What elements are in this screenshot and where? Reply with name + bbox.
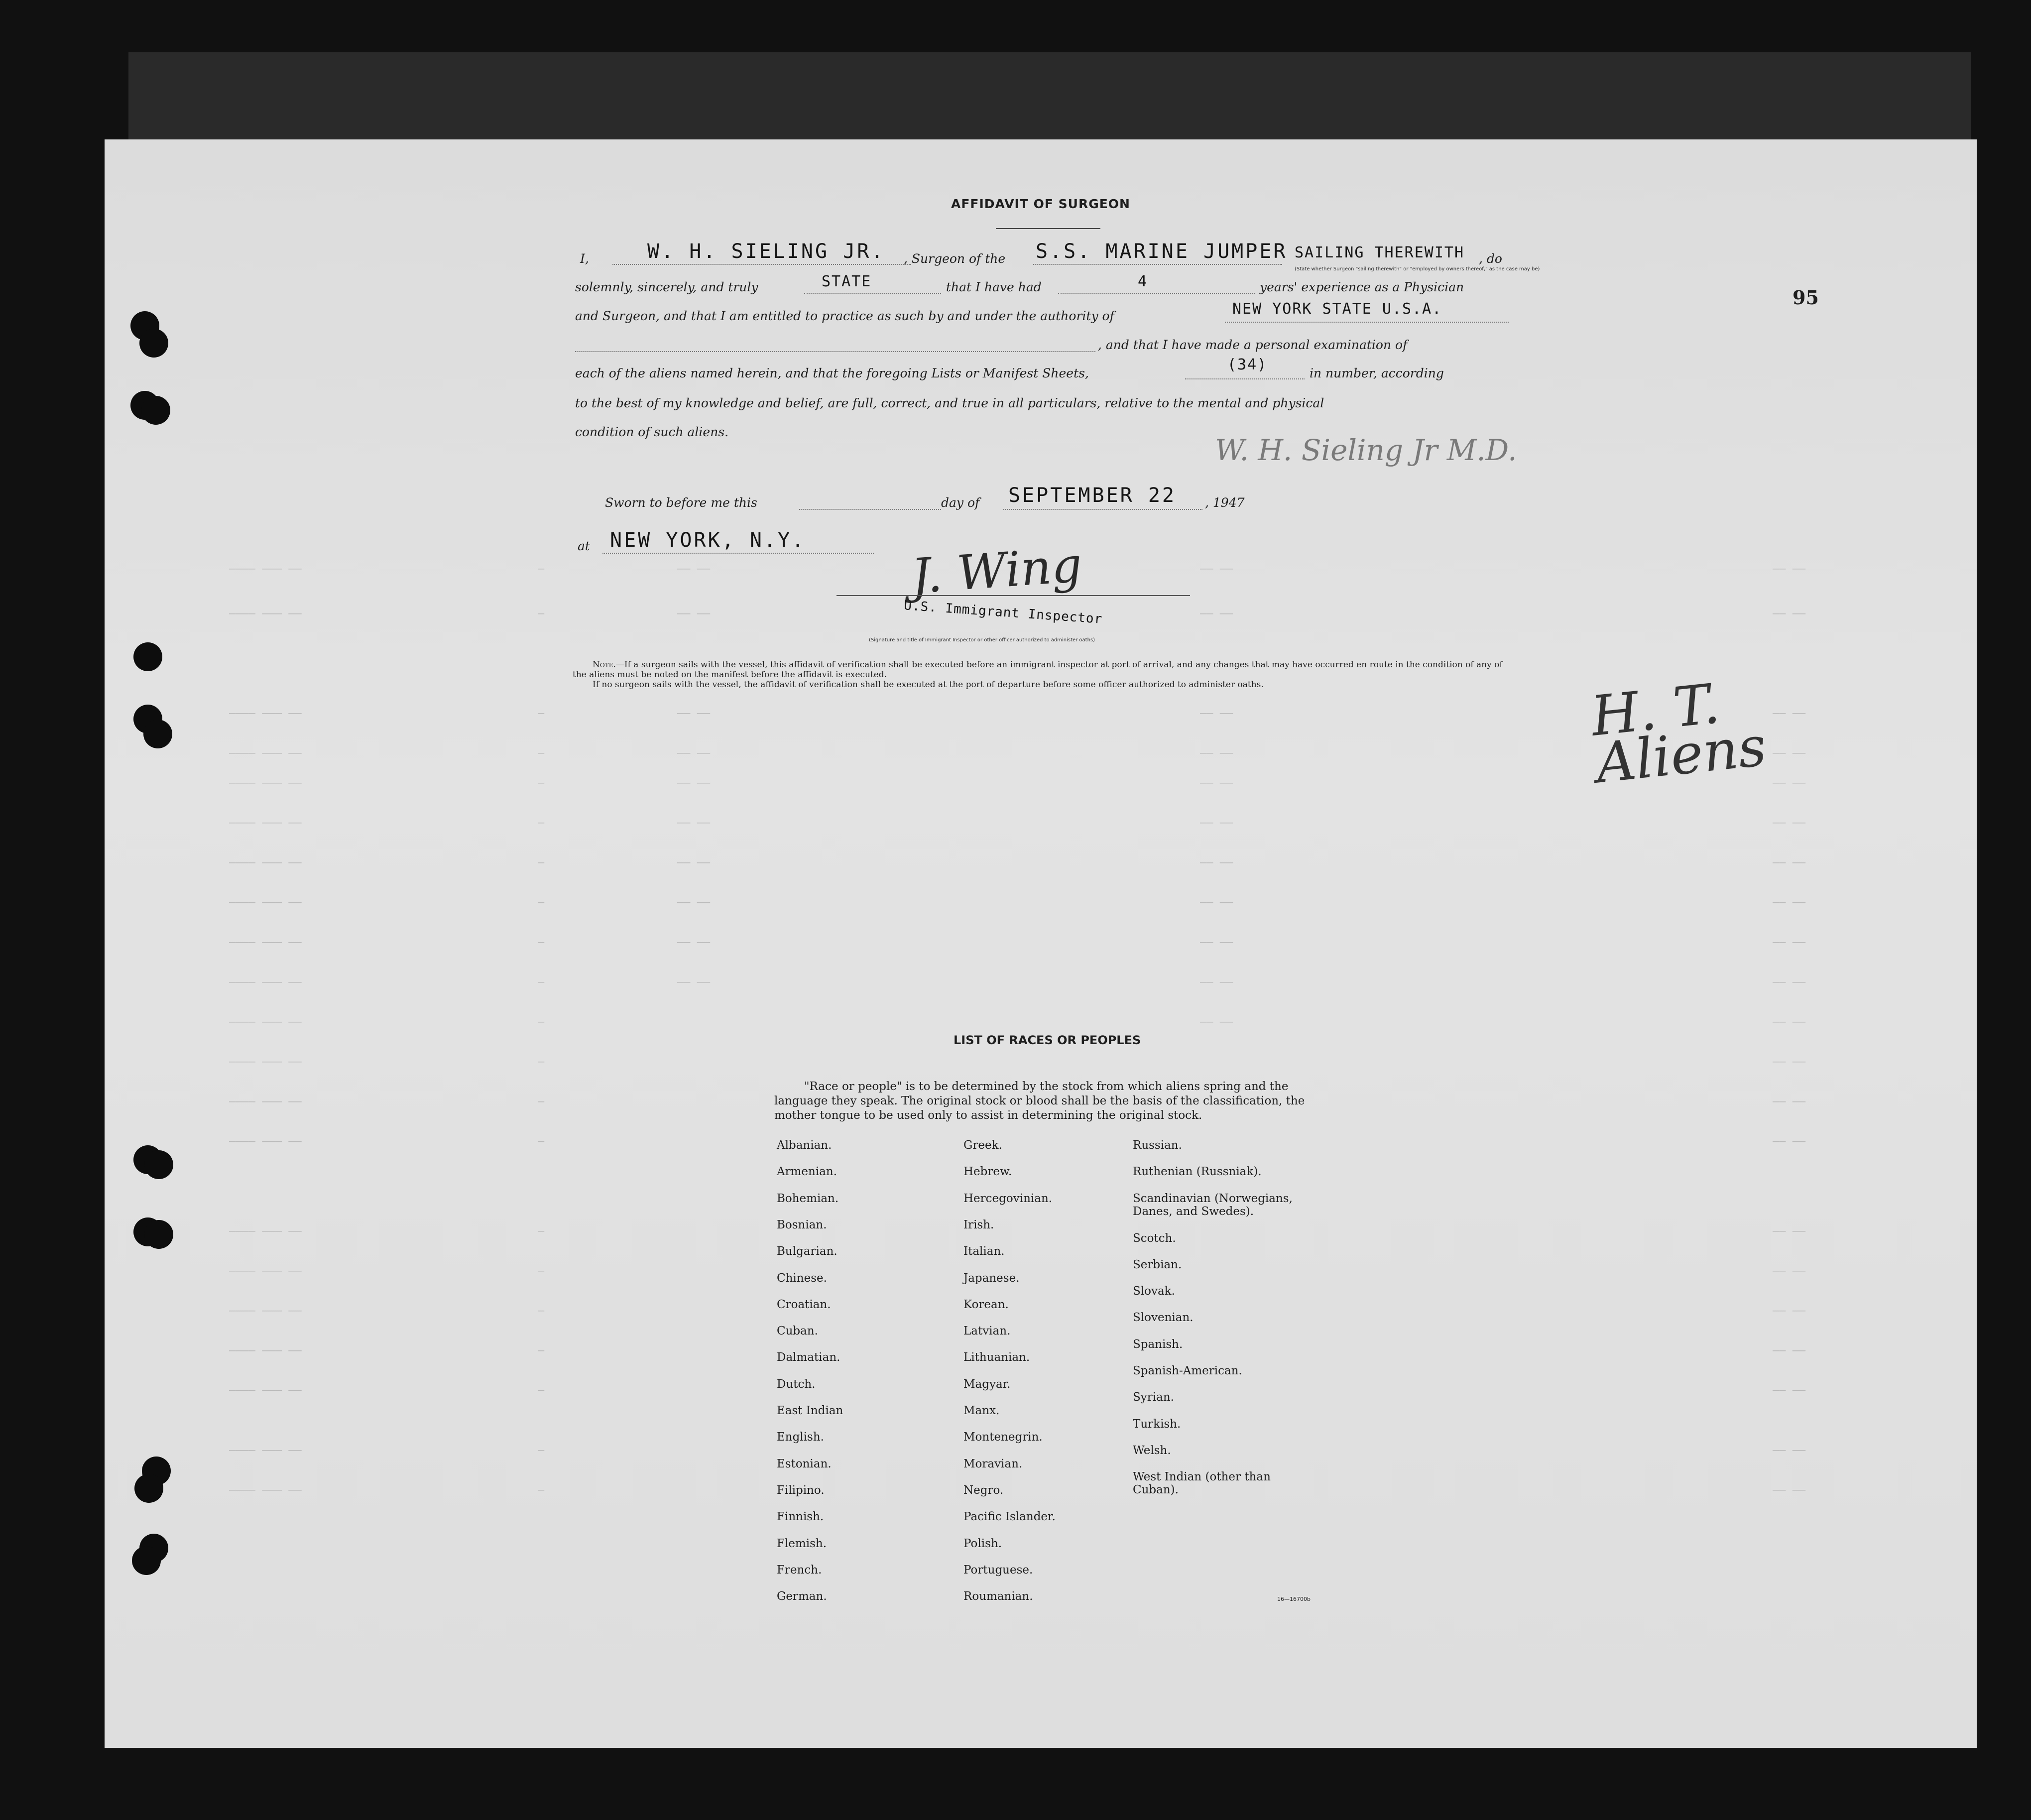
- line5-post: in number, according: [1310, 366, 1444, 380]
- race-item: Korean.: [963, 1298, 1009, 1311]
- line2-mid: that I have had: [946, 280, 1042, 294]
- note-text-1: —If a surgeon sails with the vessel, this affidavit of verification shall be executed before an immigrant inspector at port of arrival, and any changes that may have occurred en route in the condition of any of the aliens must be noted on the manifest before the affidavit is executed.: [573, 660, 1503, 680]
- race-item: English.: [777, 1431, 824, 1444]
- race-item: Welsh.: [1133, 1444, 1171, 1457]
- race-item: Montenegrin.: [963, 1431, 1043, 1444]
- race-item: Irish.: [963, 1218, 994, 1231]
- line1-mid: , Surgeon of the: [904, 251, 1006, 266]
- race-item: Turkish.: [1133, 1417, 1181, 1431]
- line6: to the best of my knowledge and belief, are full, correct, and true in all particulars, relative to the mental and physical: [575, 396, 1324, 410]
- race-item: Hercegovinian.: [963, 1192, 1053, 1205]
- race-item: Greek.: [963, 1139, 1002, 1152]
- title-rule: [996, 228, 1100, 229]
- race-item: German.: [777, 1590, 827, 1603]
- at-pre: at: [578, 539, 590, 553]
- race-item: Portuguese.: [963, 1563, 1033, 1577]
- race-item: Pacific Islander.: [963, 1510, 1056, 1524]
- status-instruction: (State whether Surgeon "sailing therewith" or "employed by owners thereof," as the case may be): [1295, 266, 1540, 272]
- vessel-name: S.S. MARINE JUMPER: [1036, 240, 1288, 263]
- rule: [575, 351, 1095, 352]
- race-item: Hebrew.: [963, 1165, 1012, 1179]
- rule: [602, 553, 874, 554]
- race-item: Spanish.: [1133, 1337, 1183, 1351]
- race-item: Latvian.: [963, 1325, 1011, 1338]
- race-item: East Indian: [777, 1404, 843, 1417]
- line2-pre: solemnly, sincerely, and truly: [575, 280, 758, 294]
- race-item: Albanian.: [777, 1139, 832, 1152]
- race-item: Bulgarian.: [777, 1245, 837, 1258]
- race-item: Negro.: [963, 1483, 1004, 1497]
- line3-pre: and Surgeon, and that I am entitled to practice as such by and under the authority of: [575, 309, 1114, 323]
- page-number: 95: [1792, 286, 1819, 309]
- race-item: Bosnian.: [777, 1218, 827, 1231]
- affidavit-note: [573, 660, 1509, 690]
- race-item: Cuban.: [777, 1325, 818, 1338]
- race-item: Serbian.: [1133, 1258, 1182, 1271]
- race-item: Croatian.: [777, 1298, 831, 1311]
- race-item: Chinese.: [777, 1271, 827, 1285]
- inspector-title: U.S. Immigrant Inspector: [903, 598, 1103, 627]
- line7: condition of such aliens.: [575, 425, 729, 439]
- rule: [1033, 264, 1282, 265]
- punch-hole: [139, 329, 168, 358]
- manifest-sheet-count: (34): [1227, 356, 1268, 373]
- race-item: Estonian.: [777, 1457, 832, 1470]
- race-item: Roumanian.: [963, 1590, 1033, 1603]
- bleed-through-table: ———— ——— —— — —— —— —— —— —— —— ———— ——— —— — —— —— —— —— —— —— ———— ——— —— — —— —— —— —— —— —— ———— ——— —— — —— —— —— —— —— —— ———— ——— —— — —— —— —— —— —— —— ———— ——— —— — —— —— —— —— —— —— ———— ——— —— — —— —— —— —— —— —— ———— ——— —— — —— —— —— —— —— —— ———— ——— —— — —— —— —— —— —— —— ———— ——— —— — —— —— —— —— —— —— ———— ——— —— — —— —— —— —— ———— ——— —— — —— —— ———— ——— —— — —— —— ———— ——— —— — —— —— ———— ——— —— — —— —— ———— ——— —— — —— —— ———— ——— —— — —— —— ———— ——— —— — —— —— ———— ——— —— — —— —— ———— ——— —— — —— —— ———— ——— —— — —— ——: [229, 563, 1806, 1496]
- licensing-authority: NEW YORK STATE U.S.A.: [1232, 300, 1442, 318]
- rule: [1185, 378, 1305, 379]
- line5-pre: each of the aliens named herein, and that the foregoing Lists or Manifest Sheets,: [575, 366, 1089, 380]
- race-item: Finnish.: [777, 1510, 824, 1524]
- margin-note: H. T. Aliens: [1588, 671, 1770, 796]
- years-experience: 4: [1138, 273, 1148, 290]
- race-item: Manx.: [963, 1404, 1000, 1417]
- race-item: Slovak.: [1133, 1285, 1175, 1298]
- race-item: Scandinavian (Norwegians, Danes, and Swedes).: [1133, 1192, 1293, 1218]
- race-item: Lithuanian.: [963, 1351, 1030, 1364]
- line2-post: years' experience as a Physician: [1260, 280, 1464, 294]
- sworn-pre: Sworn to before me this: [605, 495, 757, 510]
- surgeon-signature: W. H. Sieling Jr M.D.: [1215, 433, 1517, 467]
- race-item: Armenian.: [777, 1165, 837, 1179]
- line1-post: , do: [1479, 251, 1502, 266]
- note-text-2: If no surgeon sails with the vessel, the affidavit of verification shall be executed at the port of departure before some officer authorized to administer oaths.: [593, 680, 1264, 690]
- race-item: Ruthenian (Russniak).: [1133, 1165, 1262, 1179]
- race-item: Scotch.: [1133, 1231, 1176, 1245]
- sworn-place: NEW YORK, N.Y.: [610, 529, 806, 552]
- signature-line: [836, 595, 1190, 596]
- race-item: Moravian.: [963, 1457, 1023, 1470]
- statement-verb: STATE: [822, 273, 872, 290]
- rule: [1003, 509, 1202, 510]
- races-intro: [774, 1080, 1312, 1123]
- surgeon-name: W. H. SIELING JR.: [647, 240, 885, 263]
- line4-post: , and that I have made a personal examination of: [1098, 338, 1408, 352]
- race-item: West Indian (other than Cuban).: [1133, 1470, 1271, 1497]
- sworn-mid: day of: [941, 495, 980, 510]
- race-item: Spanish-American.: [1133, 1364, 1242, 1378]
- race-item: Filipino.: [777, 1483, 825, 1497]
- signature-caption: (Signature and title of Immigrant Inspector or other officer authorized to administer oaths): [869, 637, 1095, 643]
- line1-pre: I,: [580, 251, 589, 266]
- rule: [1225, 322, 1509, 323]
- sworn-year: , 1947: [1205, 495, 1245, 510]
- rule: [1058, 293, 1255, 294]
- rule: [612, 264, 911, 265]
- race-item: Dalmatian.: [777, 1351, 840, 1364]
- punch-hole: [141, 396, 170, 425]
- race-item: Slovenian.: [1133, 1311, 1194, 1325]
- note-label: Note.: [593, 660, 616, 670]
- form-number: 16—16700b: [1277, 1596, 1311, 1602]
- race-item: Japanese.: [963, 1271, 1020, 1285]
- affidavit-title: AFFIDAVIT OF SURGEON: [951, 197, 1130, 211]
- sworn-date: SEPTEMBER 22: [1008, 484, 1176, 507]
- race-item: Dutch.: [777, 1377, 816, 1391]
- race-item: Polish.: [963, 1537, 1002, 1550]
- rule: [799, 509, 941, 510]
- races-title: LIST OF RACES OR PEOPLES: [954, 1033, 1141, 1047]
- race-item: Russian.: [1133, 1139, 1182, 1152]
- race-item: French.: [777, 1563, 822, 1577]
- race-item: Flemish.: [777, 1537, 827, 1550]
- inspector-signature: J. Wing: [909, 537, 1084, 605]
- race-item: Magyar.: [963, 1377, 1011, 1391]
- surgeon-status: SAILING THEREWITH: [1295, 244, 1465, 261]
- race-item: Bohemian.: [777, 1192, 839, 1205]
- races-intro-text: "Race or people" is to be determined by the stock from which aliens spring and the language they speak. The original stock or blood shall be the basis of the classification, the mother tongue to be used only to assist in determining the original stock.: [774, 1080, 1305, 1122]
- race-item: Italian.: [963, 1245, 1005, 1258]
- race-item: Syrian.: [1133, 1391, 1174, 1404]
- rule: [804, 293, 941, 294]
